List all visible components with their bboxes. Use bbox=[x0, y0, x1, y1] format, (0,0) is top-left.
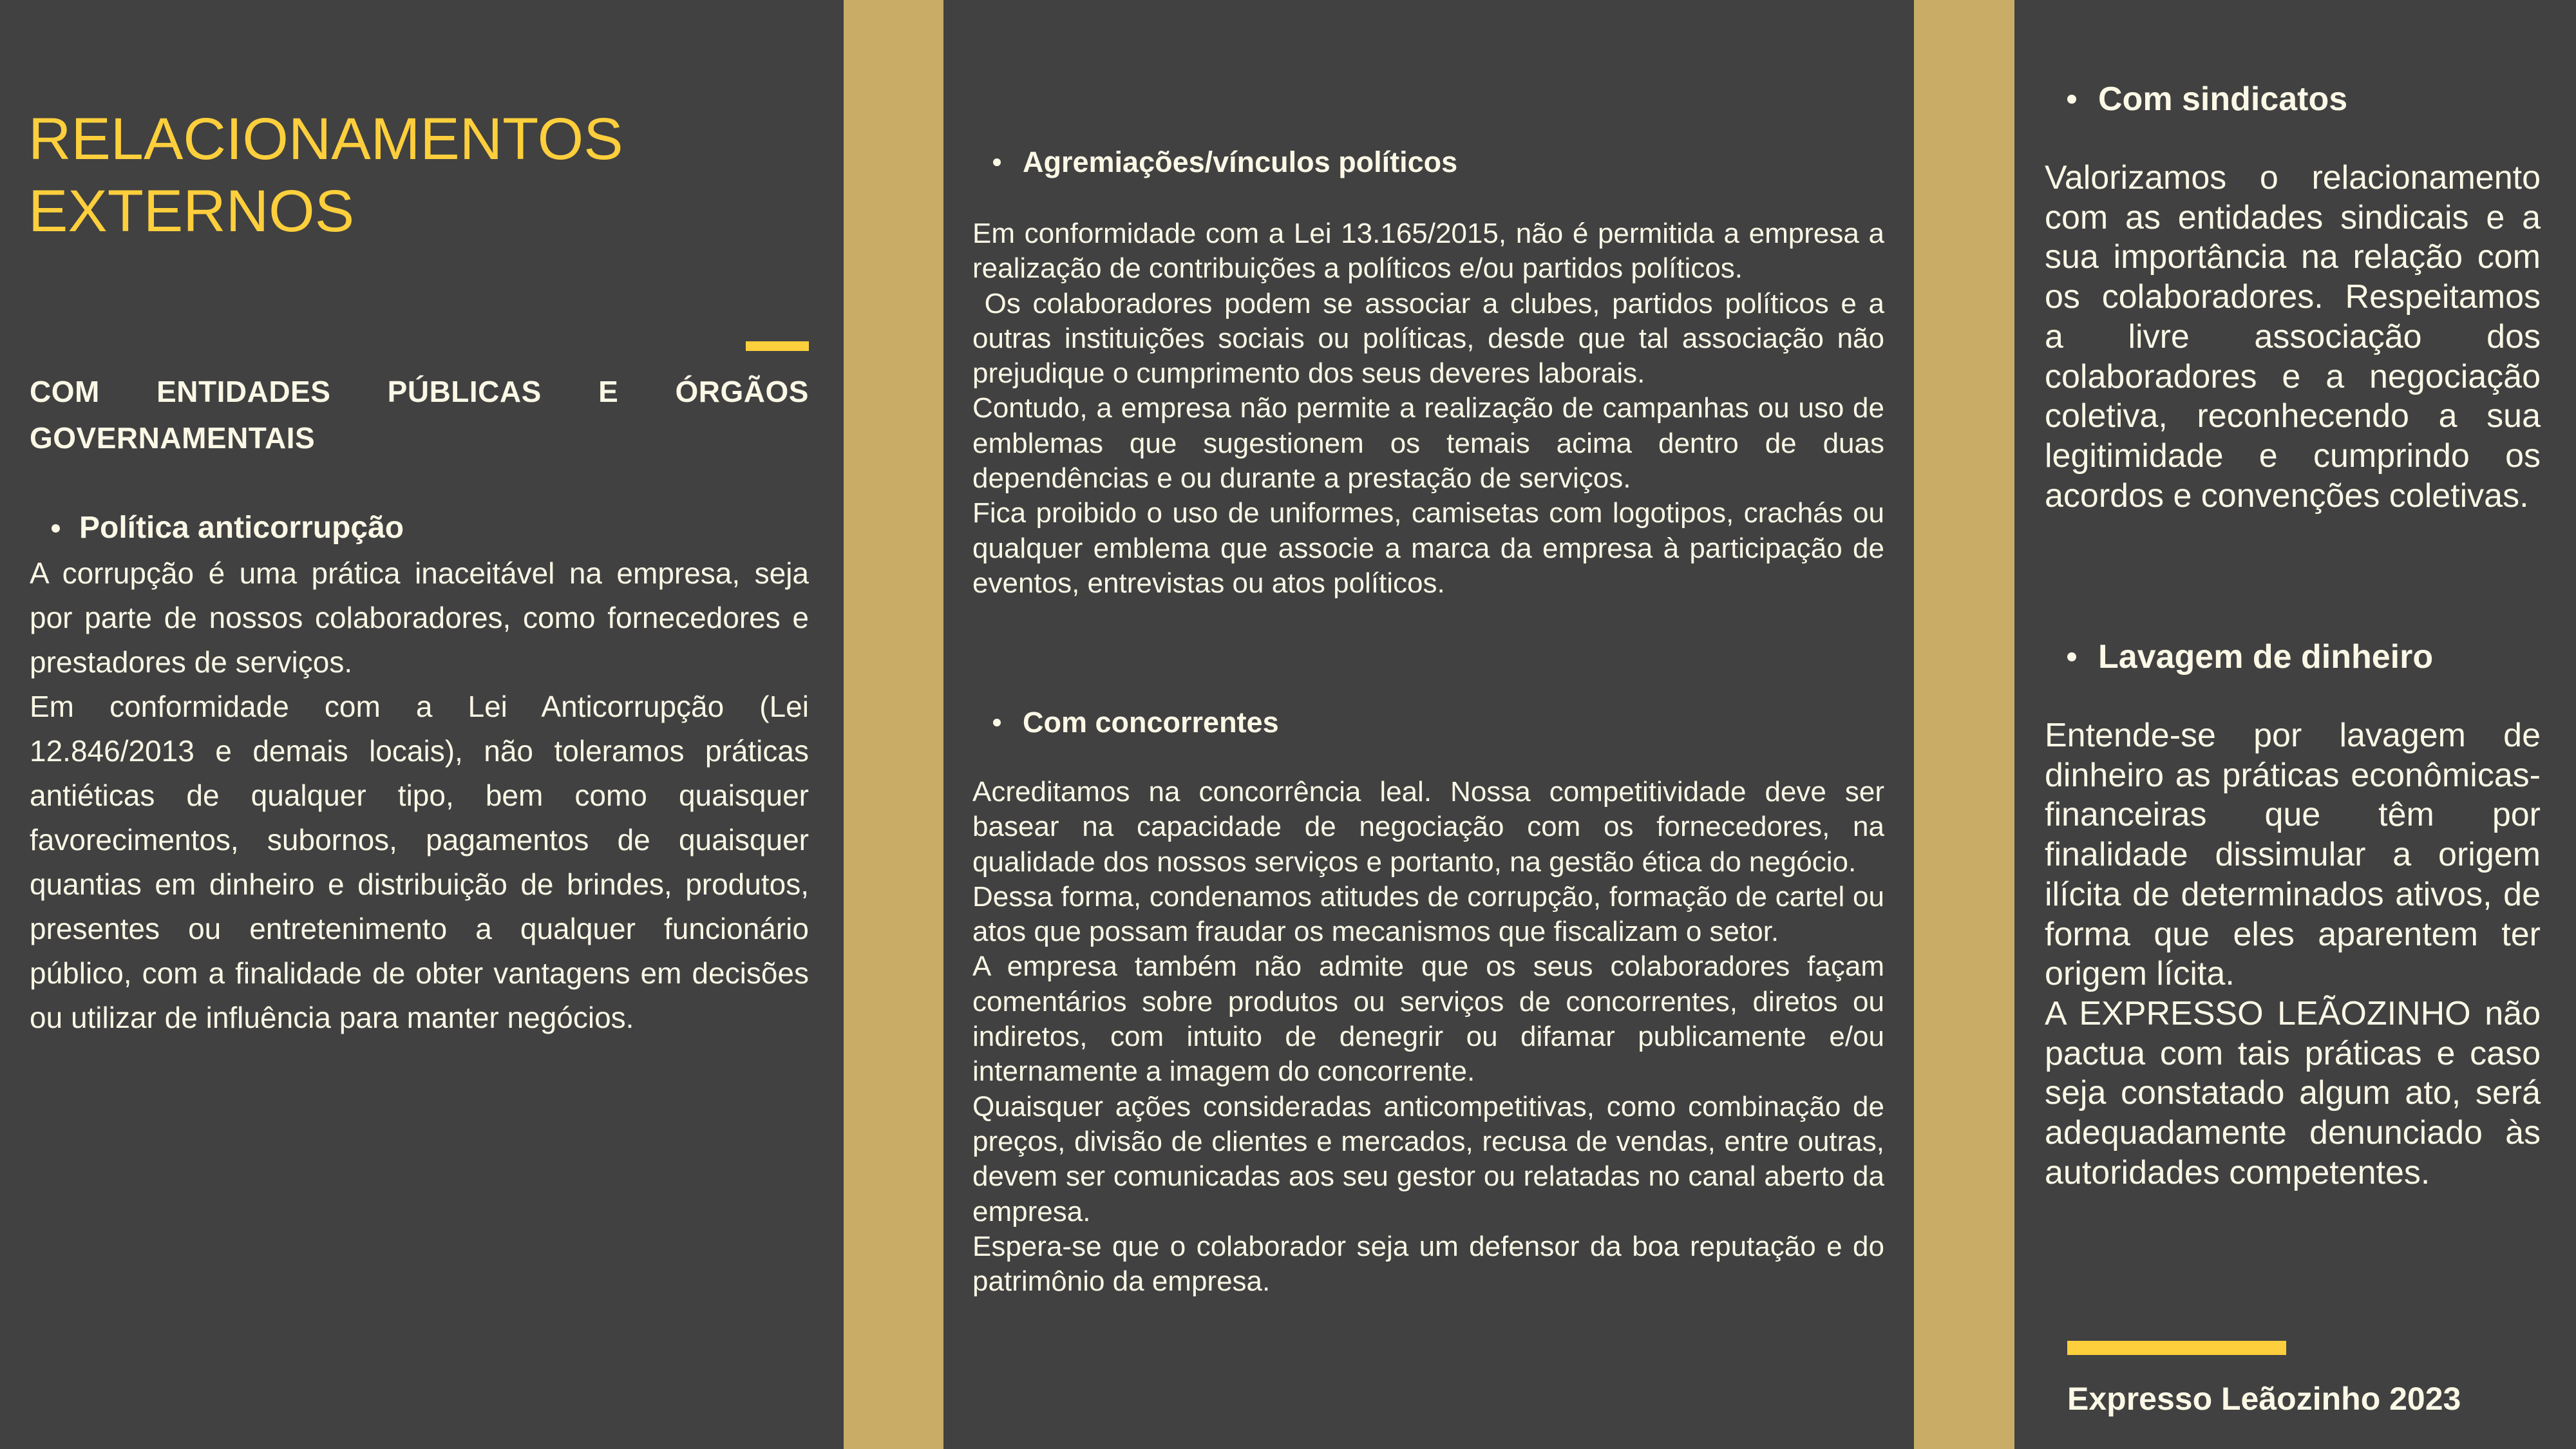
bullet-icon bbox=[2067, 95, 2076, 104]
paragraph: Dessa forma, condenamos atitudes de corrupção, formação de cartel ou atos que possam fraudar os mecanismos que fiscalizam o setor. bbox=[972, 880, 1884, 948]
page-title bbox=[28, 103, 801, 247]
bullet-heading-label: Com concorrentes bbox=[1023, 706, 1279, 739]
paragraph: Quaisquer ações consideradas anticompetitivas, como combinação de preços, divisão de clientes e mercados, recusa de vendas, entre outras, devem ser comunicadas aos seu gestor ou relatadas no canal aberto da empresa. bbox=[972, 1090, 1884, 1227]
page-title-line-1: RELACIONAMENTOS bbox=[28, 106, 623, 172]
page-title-line-2: EXTERNOS bbox=[28, 178, 355, 244]
bullet-heading-money-laundering bbox=[2067, 636, 2433, 677]
unions-body bbox=[2045, 158, 2541, 516]
paragraph: Em conformidade com a Lei Anticorrupção (Lei 12.846/2013 e demais locais), não toleramos práticas antiéticas de qualquer tipo, bem como quaisquer favorecimentos, subornos, pagamentos de quaisquer quantias em dinheiro e distribuição de brindes, produtos, presentes ou entretenimento a qualquer funcionário público, com a finalidade de obter vantagens em decisões ou utilizar de influência para manter negócios. bbox=[30, 690, 809, 1034]
paragraph: Contudo, a empresa não permite a realização de campanhas ou uso de emblemas que sugestionem os temais acima dentro de duas dependências e ou durante a prestação de serviços. bbox=[972, 392, 1884, 495]
bullet-icon bbox=[52, 524, 60, 533]
paragraph: Os colaboradores podem se associar a clubes, partidos políticos e a outras instituições sociais ou políticas, desde que tal associação não prejudique o cumprimento dos seus deveres laborais. bbox=[972, 287, 1893, 390]
paragraph: Entende-se por lavagem de dinheiro as práticas econômicas-financeiras que têm por finalidade dissimular a origem ilícita de determinados ativos, de forma que eles aparentem ter origem lícita. bbox=[2045, 717, 2541, 993]
paragraph: A corrupção é uma prática inaceitável na empresa, seja por parte de nossos colaboradores, como fornecedores e prestadores de serviços. bbox=[30, 556, 809, 679]
money-laundering-body bbox=[2045, 716, 2541, 1193]
bullet-heading-unions bbox=[2067, 79, 2347, 120]
bullet-heading-political-ties bbox=[993, 144, 1457, 180]
bullet-heading-label: Com sindicatos bbox=[2098, 80, 2348, 118]
bullet-icon bbox=[2067, 652, 2076, 661]
paragraph: Fica proibido o uso de uniformes, camisetas com logotipos, crachás ou qualquer emblema que associe a marca da empresa à participação de eventos, entrevistas ou atos políticos. bbox=[972, 497, 1884, 599]
bullet-heading-label: Agremiações/vínculos políticos bbox=[1023, 146, 1458, 178]
gold-divider-stripe-left bbox=[844, 0, 943, 1449]
section-subheading: COM ENTIDADES PÚBLICAS E ÓRGÃOS GOVERNAMENTAIS bbox=[30, 375, 809, 455]
bullet-heading-anticorruption bbox=[52, 509, 404, 547]
bullet-heading-label: Política anticorrupção bbox=[79, 511, 404, 545]
paragraph: Valorizamos o relacionamento com as entidades sindicais e a sua importância na relação com os colaboradores. Respeitamos a livre associação dos colaboradores e a negociação coletiva, reconhecendo a sua legitimidade e cumprindo os acordos e convenções coletivas. bbox=[2045, 159, 2541, 515]
footer-accent-bar bbox=[2067, 1341, 2286, 1355]
paragraph: A EXPRESSO LEÃOZINHO não pactua com tais práticas e caso seja constatado algum ato, será adequadamente denunciado às autoridades competentes. bbox=[2045, 994, 2541, 1191]
bullet-heading-label: Lavagem de dinheiro bbox=[2098, 638, 2434, 676]
paragraph: Em conformidade com a Lei 13.165/2015, não é permitida a empresa a realização de contribuições a políticos e/ou partidos políticos. bbox=[972, 218, 1884, 285]
bullet-heading-competitors bbox=[993, 705, 1279, 741]
anticorruption-body bbox=[30, 551, 809, 1040]
gold-divider-stripe-right bbox=[1914, 0, 2014, 1449]
footer-company-year: Expresso Leãozinho 2023 bbox=[2067, 1381, 2461, 1417]
competitors-body bbox=[972, 775, 1884, 1299]
political-ties-body bbox=[972, 216, 1893, 601]
paragraph: A empresa também não admite que os seus colaboradores façam comentários sobre produtos ou serviços de concorrentes, diretos ou indiretos, com intuito de denegrir ou difamar publicamente e/ou internamente a imagem do concorrente. bbox=[972, 951, 1884, 1088]
paragraph: Acreditamos na concorrência leal. Nossa competitividade deve ser basear na capacidade de negociação com os fornecedores, na qualidade dos nossos serviços e portanto, na gestão ética do negócio. bbox=[972, 776, 1884, 878]
paragraph: Espera-se que o colaborador seja um defensor da boa reputação e do patrimônio da empresa. bbox=[972, 1230, 1884, 1298]
bullet-icon bbox=[993, 158, 1001, 166]
bullet-icon bbox=[993, 719, 1001, 726]
accent-bar bbox=[746, 341, 809, 351]
